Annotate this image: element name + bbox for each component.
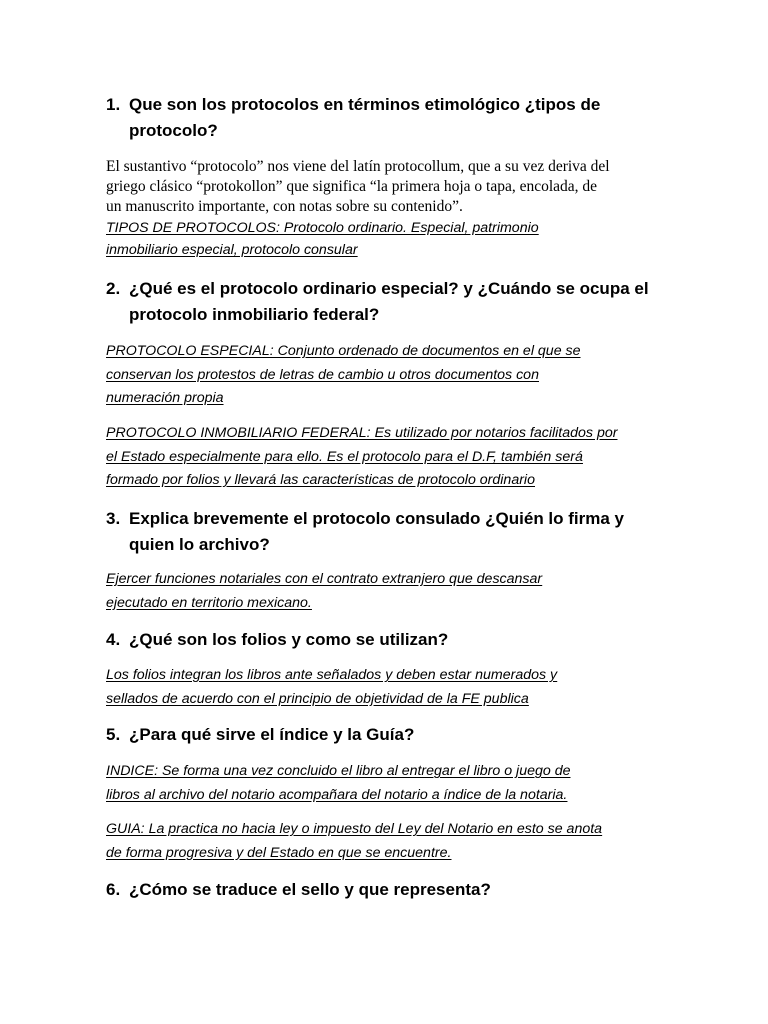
question-number: 1. <box>106 95 121 114</box>
answer-1-types <box>106 217 666 261</box>
answer-line: Los folios integran los libros ante señalados y deben estar numerados y <box>106 667 558 683</box>
answer-5-guia <box>106 818 666 865</box>
question-text-line: ¿Para qué sirve el índice y la Guía? <box>129 725 415 744</box>
question-text-line: ¿Qué son los folios y como se utilizan? <box>129 630 449 649</box>
question-text-line: ¿Cómo se traduce el sello y que representa? <box>129 880 491 899</box>
question-text-line: ¿Qué es el protocolo ordinario especial? y ¿Cuándo se ocupa el <box>129 279 649 298</box>
answer-line: numeración propia <box>106 390 224 406</box>
question-number: 3. <box>106 509 121 528</box>
answer-line: PROTOCOLO INMOBILIARIO FEDERAL: Es utilizado por notarios facilitados por <box>106 425 618 441</box>
question-number: 6. <box>106 880 121 899</box>
question-5 <box>106 722 666 748</box>
question-text-line: quien lo archivo? <box>129 535 270 554</box>
answer-2-especial <box>106 340 666 411</box>
answer-line: El sustantivo “protocolo” nos viene del latín protocollum, que a su vez deriva del <box>106 158 610 175</box>
answer-line: griego clásico “protokollon” que significa “la primera hoja o tapa, encolada, de <box>106 178 598 195</box>
answer-line: Ejercer funciones notariales con el contrato extranjero que descansar <box>106 571 543 587</box>
question-text-line: protocolo inmobiliario federal? <box>129 305 380 324</box>
question-text-line: Explica brevemente el protocolo consulado ¿Quién lo firma y <box>129 509 625 528</box>
answer-line: ejecutado en territorio mexicano. <box>106 594 312 611</box>
answer-line: PROTOCOLO ESPECIAL: Conjunto ordenado de documentos en el que se <box>106 343 581 359</box>
answer-5-indice <box>106 760 666 807</box>
answer-line: GUIA: La practica no hacia ley o impuesto del Ley del Notario en esto se anota <box>106 821 603 837</box>
question-4 <box>106 627 666 653</box>
answer-line: de forma progresiva y del Estado en que se encuentre. <box>106 844 452 861</box>
question-1 <box>106 92 666 144</box>
question-number: 4. <box>106 630 121 649</box>
question-3 <box>106 506 666 558</box>
answer-line: conservan los protestos de letras de cambio u otros documentos con <box>106 366 539 383</box>
answer-line: un manuscrito importante, con notas sobre su contenido”. <box>106 198 463 215</box>
answer-2-federal <box>106 422 666 493</box>
answer-4 <box>106 664 666 711</box>
question-number: 2. <box>106 279 121 298</box>
question-text-line: protocolo? <box>129 121 218 140</box>
answer-line: formado por folios y llevará las características de protocolo ordinario <box>106 472 535 488</box>
answer-line: TIPOS DE PROTOCOLOS: Protocolo ordinario. Especial, patrimonio <box>106 220 539 236</box>
answer-line: sellados de acuerdo con el principio de objetividad de la FE publica <box>106 690 529 707</box>
question-text-line: Que son los protocolos en términos etimológico ¿tipos de <box>129 95 601 114</box>
answer-line: INDICE: Se forma una vez concluido el libro al entregar el libro o juego de <box>106 763 571 779</box>
answer-line: libros al archivo del notario acompañara del notario a índice de la notaria. <box>106 786 568 803</box>
answer-line: el Estado especialmente para ello. Es el protocolo para el D.F, también será <box>106 448 583 465</box>
answer-1-etymology <box>106 157 666 217</box>
answer-3 <box>106 568 666 615</box>
question-6 <box>106 877 666 903</box>
answer-line: inmobiliario especial, protocolo consular <box>106 242 358 258</box>
question-number: 5. <box>106 725 121 744</box>
question-2 <box>106 276 666 328</box>
